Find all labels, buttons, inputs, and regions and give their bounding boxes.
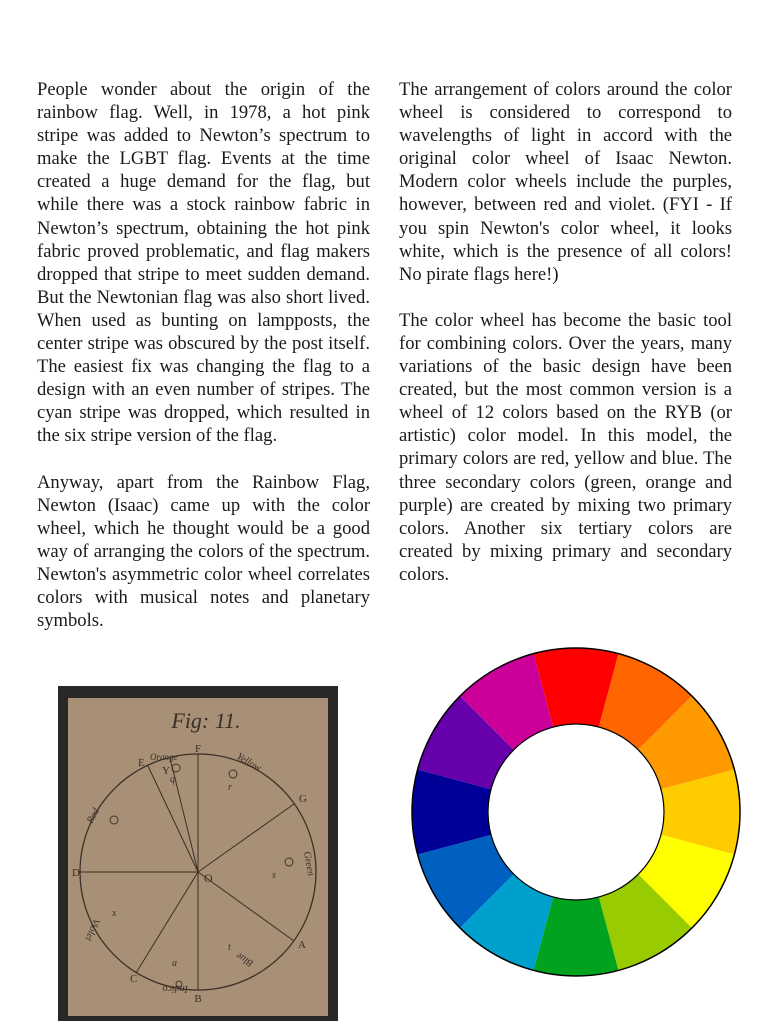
color-label-violet: Violet [82, 916, 102, 943]
left-paragraph-1: People wonder about the origin of the rainbow flag. Well, in 1978, a hot pink stripe was added to Newton’s spectrum to make the LGBT flag. Events at the time created a huge demand for the flag, but while there was a stock rainbow fabric in Newton’s spectrum, obtaining the hot pink fabric proved problematic, and flag makers dropped that stripe to meet sudden demand. But the Newtonian flag was also short lived. When used as bunting on lampposts, the center stripe was obscured by the post itself. The easiest fix was changing the flag to a design with an even number of stripes. The cyan stripe was dropped, which resulted in the six stripe version of the flag. [37, 79, 370, 447]
color-wheel-center-hole [488, 724, 664, 900]
color-label-blue: Blue [234, 949, 256, 969]
newton-figure [58, 686, 338, 1021]
planet-letter-a: a [172, 958, 177, 969]
point-label-c: C [130, 973, 138, 985]
point-label-g: G [299, 793, 307, 805]
color-label-green: Green [301, 850, 317, 877]
color-wheel [410, 646, 742, 978]
point-label-y: Y [162, 765, 170, 777]
color-label-orange: Orange [150, 752, 178, 762]
color-label-indico: Indico [162, 983, 188, 994]
point-label-a: A [298, 939, 306, 951]
right-paragraph-2: The color wheel has become the basic tool for combining colors. Over the years, many variations of the basic design have been created, but the most common version is a wheel of 12 colors based on the RYB (or artistic) color model. In this model, the primary colors are red, yellow and blue. The three secondary colors (green, orange and purple) are created by mixing two primary colors. Another six tertiary colors are created by mixing primary and secondary colors. [399, 309, 732, 585]
planet-letter-s: s [272, 870, 276, 881]
point-label-b: B [194, 993, 202, 1005]
planet-letter-x: x [112, 908, 117, 919]
left-paragraph-2: Anyway, apart from the Rainbow Flag, Newton (Isaac) came up with the color wheel, which he thought would be a good way of arranging the colors of the spectrum. Newton's asymmetric color wheel correlates colors with musical notes and planetary symbols. [37, 471, 370, 632]
planet-letter-r: r [228, 782, 232, 793]
left-column [37, 78, 370, 655]
planet-letter-q: q [170, 774, 175, 785]
right-paragraph-1: The arrangement of colors around the color wheel is considered to correspond to wavelengths of light in accord with the original color wheel of Isaac Newton. Modern color wheels include the purples, however, between red and violet. (FYI - If you spin Newton's color wheel, it looks white, which is the presence of all colors! No pirate flags here!) [399, 79, 732, 285]
point-label-f: F [194, 743, 202, 755]
point-label-d: D [72, 867, 80, 879]
center-label: O [204, 871, 213, 885]
planet-letter-t: t [228, 942, 231, 953]
point-label-e: E [138, 757, 145, 769]
figure-title: Fig: 11. [171, 708, 241, 733]
color-label-yellow: Yellow [234, 751, 263, 774]
right-column [399, 78, 732, 609]
color-label-red: Red [84, 806, 102, 826]
newton-figure-drawing [58, 686, 338, 1021]
